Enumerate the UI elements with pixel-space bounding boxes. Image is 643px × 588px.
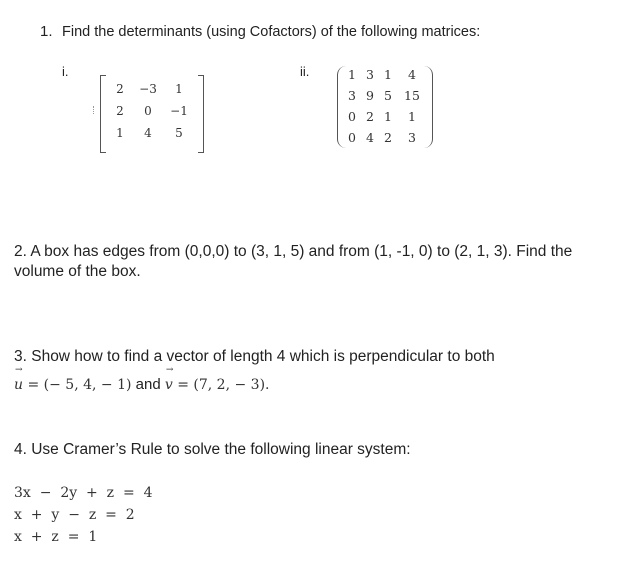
q4-text: 4. Use Cramer’s Rule to solve the following linear system: (14, 441, 411, 458)
matrix-ii-cell: 0 (348, 130, 356, 145)
matrix-ii-cell: 15 (404, 88, 420, 103)
vector-v-value: = (7, 2, − 3). (177, 377, 270, 393)
matrix-ii-cell: 3 (408, 130, 416, 145)
matrix-ii-cell: 2 (384, 130, 392, 145)
matrix-ii-cell: 1 (408, 109, 416, 124)
q4-equation-2: x + y − z = 2 (14, 507, 135, 523)
matrix-i-cell: 2 (116, 82, 124, 96)
matrix-i-cell: 2 (116, 104, 124, 118)
q1-part-ii-label: ii. (300, 64, 310, 79)
matrix-ii-cell: 3 (348, 88, 356, 103)
q1-text: Find the determinants (using Cofactors) of the following matrices: (62, 24, 481, 40)
matrix-ii-cell: 9 (366, 88, 374, 103)
matrix-ii-cell: 1 (348, 67, 356, 82)
matrix-i-cell: −1 (170, 104, 188, 118)
matrix-i (98, 72, 206, 156)
matrix-i-cell: 5 (175, 126, 183, 140)
q3-line-2 (14, 376, 270, 393)
vector-u-value: = (− 5, 4, − 1) (27, 377, 132, 393)
matrix-i-cell: −3 (139, 82, 157, 96)
matrix-i-cell: 1 (116, 126, 124, 140)
q4-equation-3: x + z = 1 (14, 529, 98, 545)
matrix-i-right-bracket (198, 75, 204, 153)
q1-number: 1. (40, 23, 53, 40)
vector-u: → u (14, 377, 23, 393)
matrix-i-cell: 0 (144, 104, 152, 118)
q3-line-1: 3. Show how to find a vector of length 4 which is perpendicular to both (14, 348, 495, 365)
q2-line-1: 2. A box has edges from (0,0,0) to (3, 1, 5) and from (1, -1, 0) to (2, 1, 3). Find the (14, 243, 573, 260)
matrix-ii-right-paren (424, 66, 433, 148)
matrix-ii-cell: 1 (384, 67, 392, 82)
q2-line-2: volume of the box. (14, 263, 141, 280)
matrix-ii-cell: 2 (366, 109, 374, 124)
matrix-i-left-bracket (100, 75, 106, 153)
matrix-ii (337, 64, 437, 150)
matrix-i-cursor-mark (93, 106, 96, 114)
q3-and: and (135, 376, 161, 393)
matrix-ii-cell: 0 (348, 109, 356, 124)
q4-equation-1: 3x − 2y + z = 4 (14, 485, 153, 501)
matrix-ii-cell: 4 (366, 130, 374, 145)
matrix-ii-cell: 1 (384, 109, 392, 124)
matrix-i-cell: 1 (175, 82, 183, 96)
matrix-ii-cell: 5 (384, 88, 392, 103)
matrix-ii-cell: 4 (408, 67, 416, 82)
matrix-ii-cell: 3 (366, 67, 374, 82)
matrix-i-cell: 4 (144, 126, 152, 140)
q1-part-i-label: i. (62, 64, 69, 79)
vector-v: → v (165, 377, 173, 393)
